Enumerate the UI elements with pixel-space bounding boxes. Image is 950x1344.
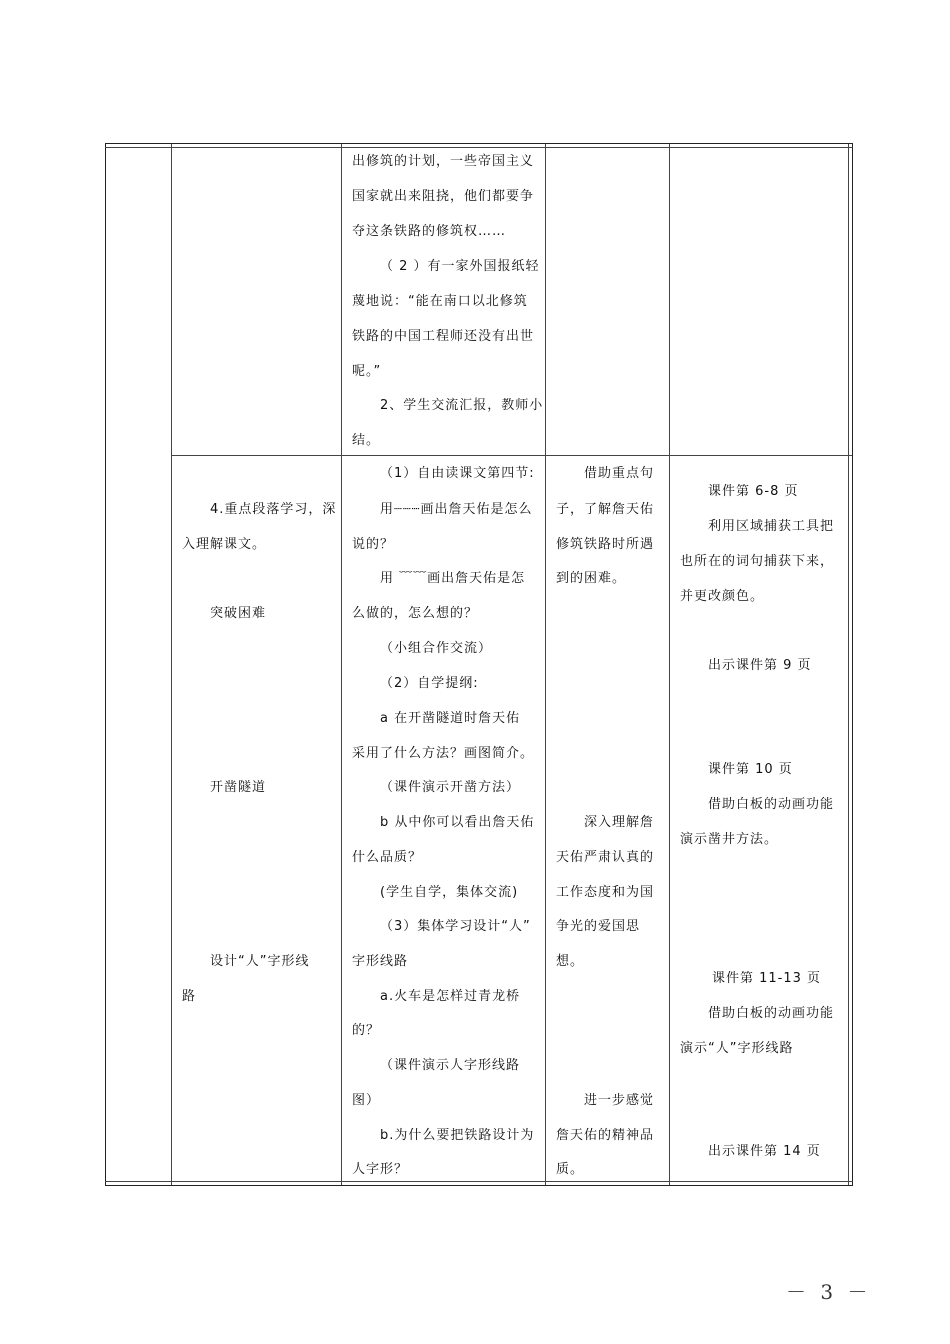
top-double-border xyxy=(105,147,853,148)
row2-content-line: （1）自由读课文第四节: xyxy=(380,466,535,481)
intent-line: 争光的爱国思 xyxy=(556,919,641,934)
intent-line: 到的困难。 xyxy=(556,571,627,586)
intent-line: 质。 xyxy=(556,1162,585,1177)
intent-line: 借助重点句 xyxy=(584,466,655,481)
row2-content-line: 字形线路 xyxy=(352,954,409,969)
row2-content-line: （课件演示开凿方法） xyxy=(380,780,521,795)
row2-content-line: 么做的，怎么想的？ xyxy=(352,606,479,621)
media-line: 出示课件第 14 页 xyxy=(708,1144,821,1159)
row2-content-line: b 从中你可以看出詹天佑 xyxy=(380,815,535,830)
intent-line: 子，了解詹天佑 xyxy=(556,502,655,517)
row1-content-line: 夺这条铁路的修筑权…… xyxy=(352,224,507,239)
intent-line: 进一步感觉 xyxy=(584,1093,655,1108)
step-label: 入理解课文。 xyxy=(182,537,267,552)
row2-content-line: （3）集体学习设计“人” xyxy=(380,919,531,934)
row2-content-line: （课件演示人字形线路 xyxy=(380,1058,521,1073)
lesson-plan-table xyxy=(105,143,853,1186)
row2-content-line: 人字形？ xyxy=(352,1162,409,1177)
row2-content-line: (学生自学，集体交流) xyxy=(380,885,519,900)
media-line: 课件第 10 页 xyxy=(708,762,793,777)
row2-content-line: a.火车是怎样过青龙桥 xyxy=(380,989,521,1004)
row1-content-line: 呢。” xyxy=(352,364,382,379)
row1-content-line: 2、学生交流汇报，教师小 xyxy=(380,398,544,413)
row2-content-line: 说的？ xyxy=(352,537,395,552)
column-divider xyxy=(848,144,849,1185)
page-number: － 3 － xyxy=(786,1280,872,1304)
media-line: 也所在的词句捕获下来， xyxy=(680,554,835,569)
media-line: 借助白板的动画功能 xyxy=(708,797,835,812)
media-line: 演示“人”字形线路 xyxy=(680,1041,794,1056)
media-line: 利用区域捕获工具把 xyxy=(708,519,835,534)
column-divider xyxy=(171,144,172,1185)
row2-content-line: 的？ xyxy=(352,1023,381,1038)
media-line: 课件第 6-8 页 xyxy=(708,484,799,499)
media-line: 课件第 11-13 页 xyxy=(712,971,822,986)
row2-content-line: 用┈┈┈画出詹天佑是怎么 xyxy=(380,502,533,517)
media-line: 演示凿井方法。 xyxy=(680,832,779,847)
intent-line: 天佑严肃认真的 xyxy=(556,850,655,865)
step-label: 设计“人”字形线 xyxy=(210,954,310,969)
row2-content-line: 图） xyxy=(352,1093,381,1108)
column-divider xyxy=(545,144,546,1185)
row2-content-line: b.为什么要把铁路设计为 xyxy=(380,1128,535,1143)
row1-content-line: （ 2 ）有一家外国报纸轻 xyxy=(380,259,540,274)
row-divider xyxy=(171,455,852,456)
row1-content-line: 国家就出来阻挠，他们都要争 xyxy=(352,189,535,204)
step-label: 开凿隧道 xyxy=(210,780,267,795)
row1-content-line: 铁路的中国工程师还没有出世 xyxy=(352,329,535,344)
row2-content-line: 什么品质？ xyxy=(352,850,423,865)
column-divider xyxy=(669,144,670,1185)
column-divider xyxy=(341,144,342,1185)
row2-content-line: 用 ﹋﹋画出詹天佑是怎 xyxy=(380,571,526,586)
step-label: 路 xyxy=(182,989,197,1004)
row1-content-line: 出修筑的计划，一些帝国主义 xyxy=(352,154,535,169)
row1-content-line: 蔑地说：“能在南口以北修筑 xyxy=(352,294,528,309)
media-line: 借助白板的动画功能 xyxy=(708,1006,835,1021)
intent-line: 詹天佑的精神品 xyxy=(556,1128,655,1143)
row2-content-line: 采用了什么方法？画图简介。 xyxy=(352,746,535,761)
intent-line: 想。 xyxy=(556,954,585,969)
intent-line: 工作态度和为国 xyxy=(556,885,655,900)
row2-content-line: （小组合作交流） xyxy=(380,641,493,656)
bottom-double-border xyxy=(105,1181,853,1182)
row2-content-line: （2）自学提纲: xyxy=(380,676,479,691)
intent-line: 深入理解詹 xyxy=(584,815,655,830)
row1-content-line: 结。 xyxy=(352,433,381,448)
row2-content-line: a 在开凿隧道时詹天佑 xyxy=(380,711,521,726)
step-label: 突破困难 xyxy=(210,606,267,621)
intent-line: 修筑铁路时所遇 xyxy=(556,537,655,552)
media-line: 出示课件第 9 页 xyxy=(708,658,812,673)
media-line: 并更改颜色。 xyxy=(680,589,765,604)
step-label: 4.重点段落学习，深 xyxy=(210,502,337,517)
